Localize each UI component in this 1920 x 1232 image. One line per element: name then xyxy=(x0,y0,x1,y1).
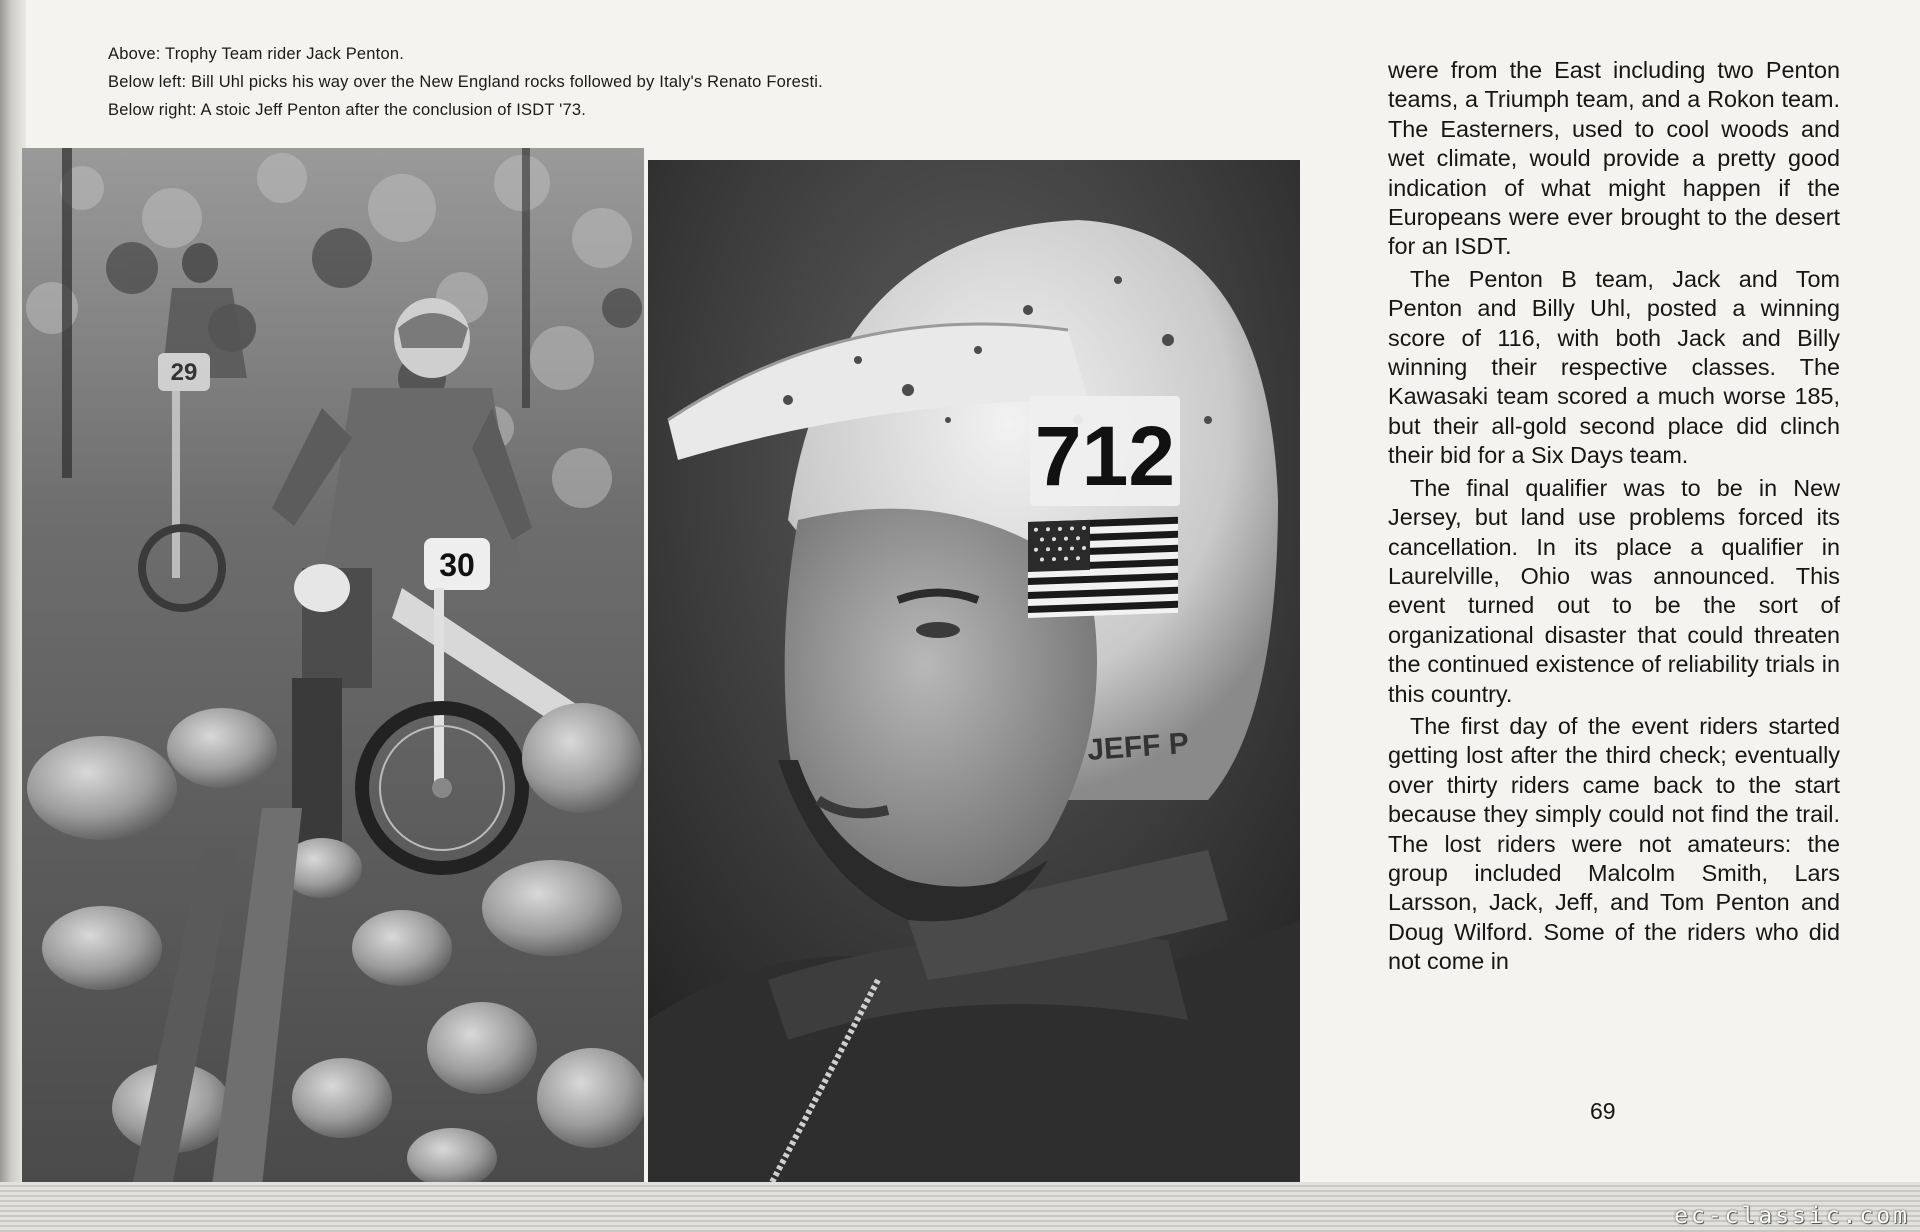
article-paragraph-3: The final qualifier was to be in New Jersey, but land use problems forced its cancellation. In its place a qualifier in Laurelville, Ohio was announced. This event turned out to be the sort of organizational disaster that could threaten the continued existence of reliability trials in this country. xyxy=(1388,474,1840,707)
article-paragraph-1: were from the East including two Penton teams, a Triumph team, and a Rokon team. The Easterners, used to cool woods and wet climate, would provide a pretty good indication of what might happen if the Europeans were ever brought to the desert for an ISDT. xyxy=(1388,57,1840,260)
article-column xyxy=(1388,56,1840,977)
flag-decal xyxy=(1028,517,1178,618)
article-paragraph-4: The first day of the event riders started getting lost after the third check; eventually over thirty riders came back to the start because they simply could not find the trail. The lost riders were not amateurs: the group included Malcolm Smith, Lars Larsson, Jack, Jeff, and Tom Penton and Doug Wilford. Some of the riders who did not come in xyxy=(1388,712,1840,975)
back-rider-number: 29 xyxy=(170,359,198,386)
helmet-number: 712 xyxy=(1034,409,1176,503)
front-rider-number: 30 xyxy=(439,547,475,583)
article-paragraph-2: The Penton B team, Jack and Tom Penton and Billy Uhl, posted a winning score of 116, with both Jack and Billy winning their respective classes. The Kawasaki team scored a much worse 185, but their all-gold second place did clinch their bid for a Six Days team. xyxy=(1388,265,1840,469)
caption-above: Above: Trophy Team rider Jack Penton. xyxy=(108,45,404,63)
caption-below-right: Below right: A stoic Jeff Penton after the conclusion of ISDT '73. xyxy=(108,101,587,119)
watermark: ec-classic.com xyxy=(1674,1203,1910,1229)
page-number: 69 xyxy=(1590,1098,1616,1124)
photo-rocky-trail-riders xyxy=(22,148,644,1186)
photo-captions xyxy=(108,40,1328,124)
page-stack-edge xyxy=(0,1182,1920,1232)
helmet-name: JEFF P xyxy=(1086,726,1190,767)
caption-below-left: Below left: Bill Uhl picks his way over the New England rocks followed by Italy's Renato Foresti. xyxy=(108,73,823,91)
photo-rider-portrait xyxy=(648,160,1300,1190)
